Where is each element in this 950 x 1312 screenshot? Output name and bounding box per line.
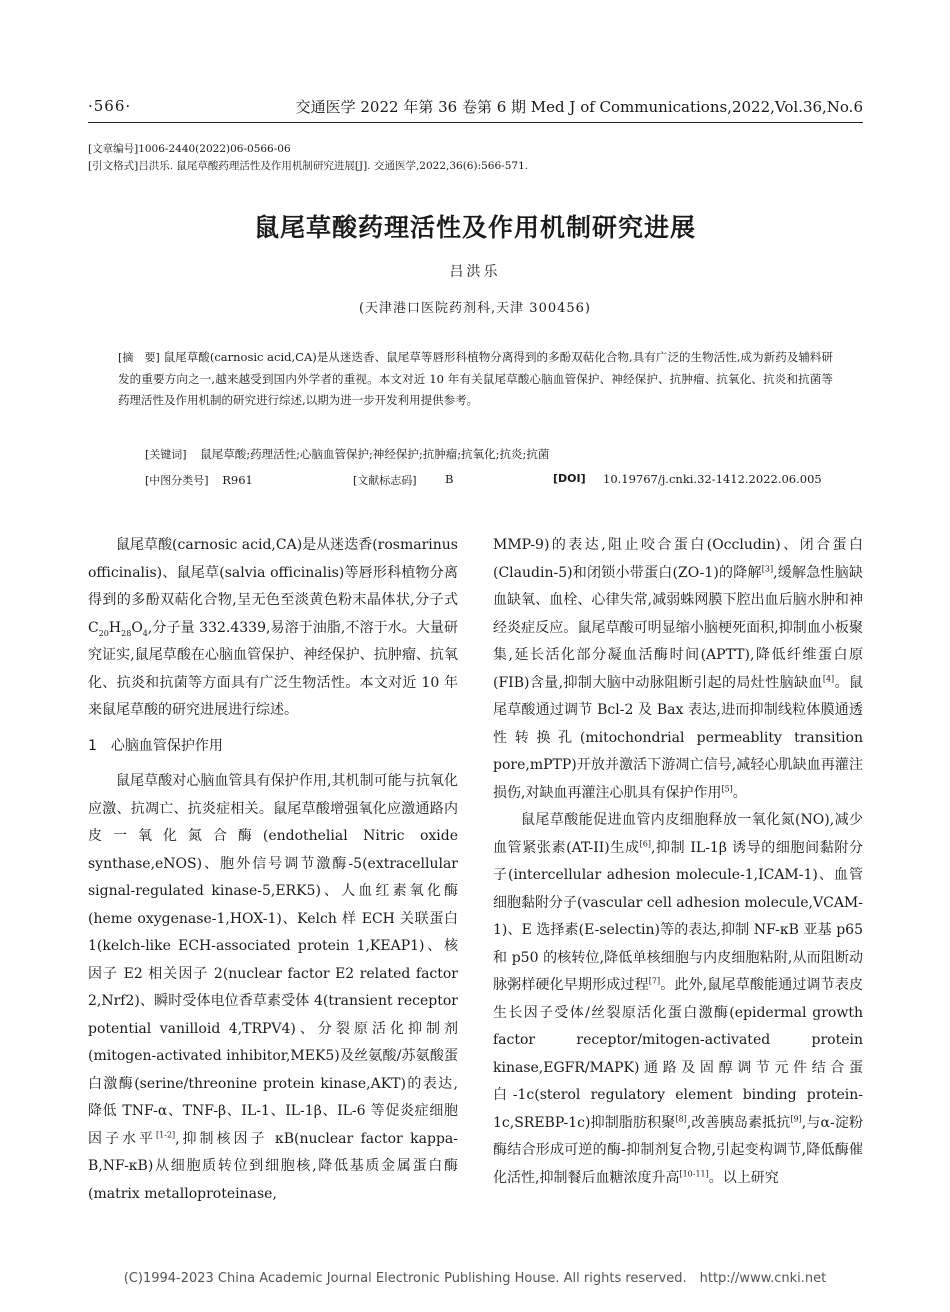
- doi-value: 10.19767/j.cnki.32-1412.2022.06.005: [603, 472, 822, 486]
- classification-row: [145, 472, 835, 488]
- citation-ref: [10-11]: [679, 1168, 709, 1178]
- citation-ref: [4]: [822, 673, 835, 683]
- citation-ref: [7]: [648, 976, 661, 986]
- section-heading: 1 心脑血管保护作用: [88, 737, 223, 754]
- article-number: [文章编号]1006-2440(2022)06-0566-06: [88, 143, 291, 155]
- doc-code-label: [文献标志码]: [353, 474, 417, 487]
- abstract-text: 鼠尾草酸(carnosic acid,CA)是从迷迭香、鼠尾草等唇形科植物分离得到的多酚双萜化合物,具有广泛的生物活性,成为新药及辅料研发的重要方向之一,越来越受到国内外学者的重视。本文对近 10 年有关鼠尾草酸心脑血管保护、神经保护、抗肿瘤、抗氧化、抗炎和抗菌等药理活性及作用机制的研究进行综述,以期为进一步开发利用提供参考。: [118, 350, 833, 407]
- clc-label: [中图分类号]: [145, 474, 209, 487]
- left-column: [88, 532, 458, 1208]
- citation-ref: [1-2]: [155, 1129, 176, 1139]
- continued-paragraph: MMP-9)的表达,阻止咬合蛋白(Occludin)、闭合蛋白(Claudin-5)和闭锁小带蛋白(ZO-1)的降解[3],缓解急性脑缺血缺氧、血栓、心律失常,减弱蛛网膜下腔出血后脑水肿和神经炎症反应。鼠尾草酸可明显缩小脑梗死面积,抑制血小板聚集,延长活化部分凝血活酶时间(APTT),降低纤维蛋白原(FIB)含量,抑制大脑中动脉阻断引起的局灶性脑缺血[4]。鼠尾草酸通过调节 Bcl-2 及 Bax 表达,进而抑制线粒体膜通透性转换孔(mitochondrial permeablity transition pore,mPTP)开放并激活下游凋亡信号,减轻心肌缺血再灌注损伤,对缺血再灌注心肌具有保护作用[5]。: [493, 537, 863, 801]
- section-paragraph: 鼠尾草酸对心脑血管具有保护作用,其机制可能与抗氧化应激、抗凋亡、抗炎症相关。鼠尾草酸增强氧化应激通路内皮一氧化氮合酶(endothelial Nitric oxide synthase,eNOS)、胞外信号调节激酶-5(extracellular signal-regulated kinase-5,ERK5)、人血红素氧化酶(heme oxygenase-1,HOX-1)、Kelch 样 ECH 关联蛋白 1(kelch-like ECH-associated protein 1,KEAP1)、核因子 E2 相关因子 2(nuclear factor E2 related factor 2,Nrf2)、瞬时受体电位香草素受体 4(transient receptor potential vanilloid 4,TRPV4)、分裂原活化抑制剂(mitogen-activated inhibitor,MEK5)及丝氨酸/苏氨酸蛋白激酶(serine/threonine protein kinase,AKT)的表达,降低 TNF-α、TNF-β、IL-1、IL-1β、IL-6 等促炎症细胞因子水平[1-2],抑制核因子 κB(nuclear factor kappa-B,NF-κB)从细胞质转位到细胞核,降低基质金属蛋白酶(matrix metalloproteinase,: [88, 773, 458, 1202]
- doi-label: [DOI]: [553, 472, 586, 485]
- doc-code-value: B: [445, 472, 454, 486]
- page-number: ·566·: [88, 97, 132, 115]
- article-title: 鼠尾草酸药理活性及作用机制研究进展: [253, 213, 696, 242]
- keywords: [145, 446, 549, 462]
- author: 吕洪乐: [449, 264, 501, 280]
- header-rule: [88, 122, 863, 123]
- citation-ref: [5]: [721, 783, 733, 793]
- keywords-label: [关键词]: [145, 448, 187, 461]
- clc-value: R961: [222, 473, 253, 487]
- right-column: [493, 532, 863, 1192]
- copyright-footer: (C)1994-2023 China Academic Journal Electronic Publishing House. All rights reserved. http://www.cnki.net: [123, 1271, 827, 1286]
- citation-ref: [3]: [761, 563, 774, 573]
- abstract: [118, 347, 833, 412]
- intro-paragraph: 鼠尾草酸(carnosic acid,CA)是从迷迭香(rosmarinus officinalis)、鼠尾草(salvia officinalis)等唇形科植物分离得到的多酚双萜化合物,呈无色至淡黄色粉末晶体状,分子式 $C_{20}H_{28}O_4$,分子量 332.4339,易溶于油脂,不溶于水。大量研究证实,鼠尾草酸在心脑血管保护、神经保护、抗肿瘤、抗氧化、抗炎和抗菌等方面具有广泛生物活性。本文对近 10 年来鼠尾草酸的研究进展进行综述。: [88, 537, 458, 718]
- citation-format: [引文格式]吕洪乐. 鼠尾草酸药理活性及作用机制研究进展[J]. 交通医学,2022,36(6):566-571.: [88, 160, 529, 172]
- citation-ref: [6]: [639, 838, 651, 848]
- journal-header: 交通医学 2022 年第 36 卷第 6 期 Med J of Communications,2022,Vol.36,No.6: [295, 98, 863, 116]
- citation-ref: [9]: [790, 1113, 802, 1123]
- body-paragraph: 鼠尾草酸能促进血管内皮细胞释放一氧化氮(NO),减少血管紧张素(AT-II)生成[6],抑制 IL-1β 诱导的细胞间黏附分子(intercellular adhesion molecule-1,ICAM-1)、血管细胞黏附分子(vascular cell adhesion molecule,VCAM-1)、E 选择素(E-selectin)等的表达,抑制 NF-κB 亚基 p65 和 p50 的核转位,降低单核细胞与内皮细胞粘附,从而阻断动脉粥样硬化早期形成过程[7]。此外,鼠尾草酸能通过调节表皮生长因子受体/丝裂原活化蛋白激酶(epidermal growth factor receptor/mitogen-activated protein kinase,EGFR/MAPK)通路及固醇调节元件结合蛋白-1c(sterol regulatory element binding protein-1c,SREBP-1c)抑制脂肪积聚[8],改善胰岛素抵抗[9],与α-淀粉酶结合形成可逆的酶-抑制剂复合物,引起变构调节,降低酶催化活性,抑制餐后血糖浓度升高[10-11]。以上研究: [493, 812, 864, 1186]
- abstract-label: [摘 要]: [118, 351, 160, 364]
- keywords-text: 鼠尾草酸;药理活性;心脑血管保护;神经保护;抗肿瘤;抗氧化;抗炎;抗菌: [200, 447, 550, 461]
- citation-ref: [8]: [675, 1113, 687, 1123]
- affiliation: (天津港口医院药剂科,天津 300456): [358, 301, 592, 316]
